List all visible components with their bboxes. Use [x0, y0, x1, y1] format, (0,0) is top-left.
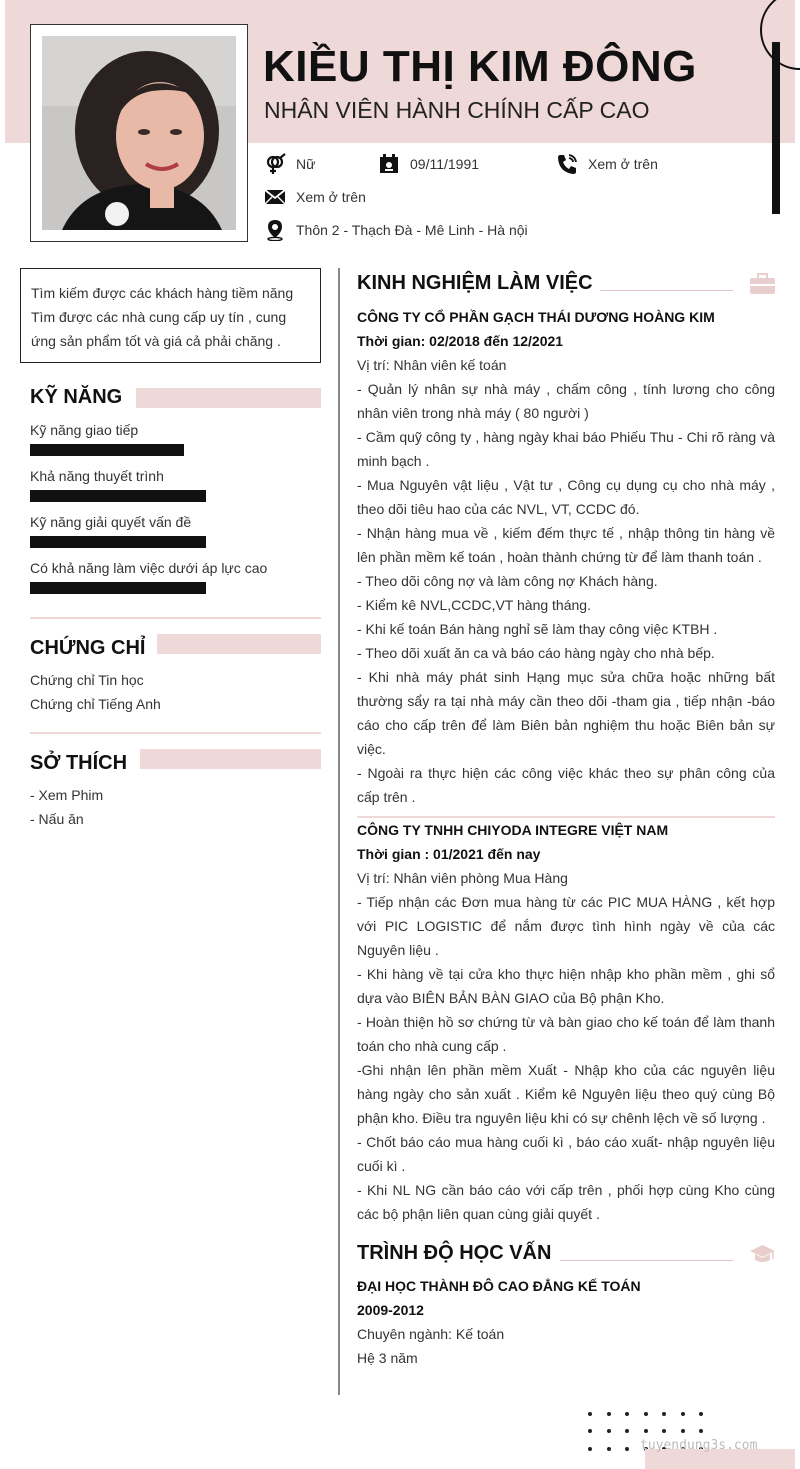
skill-level-bar [30, 490, 206, 502]
profile-photo [42, 36, 236, 230]
school-major: Chuyên ngành: Kế toán [357, 1326, 505, 1342]
email-icon [264, 186, 286, 208]
phone-icon [556, 153, 578, 175]
job-duty: - Nhận hàng mua về , kiếm đếm thực tế , nhập thông tin hàng về lên phần mềm kế toán , hoàn thành chứng từ để làm thanh toán . [357, 525, 775, 565]
job-duty: - Quản lý nhân sự nhà máy , chấm công , tính lương cho công nhân viên trong nhà máy ( 80 người ) [357, 381, 775, 421]
candidate-name: KIỀU THỊ KIM ĐÔNG [263, 42, 697, 91]
section-divider [30, 617, 321, 619]
briefcase-icon [749, 273, 776, 300]
school-years: 2009-2012 [357, 1302, 424, 1318]
watermark: tuyendung3s.com [640, 1438, 758, 1453]
job-duty: -Ghi nhận lên phần mềm Xuất - Nhập kho của các nguyên liệu hàng ngày cho sản xuất . Kiểm kê Nguyên liệu theo quý cùng Bộ phận kho. Điều tra nguyên liệu khi có sự chênh lệch về số lượng . [357, 1062, 775, 1126]
job-duty: - Chốt báo cáo mua hàng cuối kì , báo cáo xuất- nhập nguyên liệu cuối kì . [357, 1134, 775, 1174]
dob-info [378, 153, 479, 175]
email-info [264, 186, 366, 208]
hobby-item: - Xem Phim [30, 787, 104, 803]
job-duty: - Hoàn thiện hồ sơ chứng từ và bàn giao cho kế toán để làm thanh toán cho nhà cung cấp . [357, 1014, 775, 1054]
skill-label: Có khả năng làm việc dưới áp lực cao [30, 560, 268, 576]
location-icon [264, 219, 286, 241]
job-period: Thời gian: 02/2018 đến 12/2021 [357, 333, 564, 349]
certificate-item: Chứng chỉ Tiếng Anh [30, 696, 161, 712]
job-period: Thời gian : 01/2021 đến nay [357, 846, 541, 862]
phone-info [556, 153, 658, 175]
objective-line: Tìm kiếm được các khách hàng tiềm năng [31, 285, 294, 301]
address-info [264, 219, 528, 241]
certificate-item: Chứng chỉ Tin học [30, 672, 144, 688]
job-duty: - Kiểm kê NVL,CCDC,VT hàng tháng. [357, 597, 591, 613]
column-divider [338, 268, 340, 1395]
experience-heading: KINH NGHIỆM LÀM VIỆC [357, 272, 593, 294]
section-divider [30, 732, 321, 734]
skill-label: Khả năng thuyết trình [30, 468, 164, 484]
skill-level-bar [30, 536, 206, 548]
hobbies-heading-bar [140, 749, 321, 769]
address-value: Thôn 2 - Thạch Đà - Mê Linh - Hà nội [296, 222, 528, 238]
job-position: Vị trí: Nhân viên phòng Mua Hàng [357, 870, 568, 886]
job-entry [357, 818, 775, 1226]
job-duty: - Tiếp nhận các Đơn mua hàng từ các PIC MUA HÀNG , kết hợp với PIC LOGISTIC để nắm được tình hình ngày về của các Nguyên liệu . [357, 894, 775, 958]
job-duty: - Theo dõi xuất ăn ca và báo cáo hàng ngày cho nhà bếp. [357, 645, 715, 661]
skills-heading-bar [136, 388, 321, 408]
job-entry [357, 305, 775, 809]
calendar-icon [378, 153, 400, 175]
gender-info [264, 153, 315, 175]
phone-value: Xem ở trên [588, 156, 658, 172]
job-duty: - Khi kế toán Bán hàng nghỉ sẽ làm thay công việc KTBH . [357, 621, 718, 637]
job-duty: - Ngoài ra thực hiện các công việc khác theo sự phân công của cấp trên . [357, 765, 775, 805]
objective-line: Tìm được các nhà cung cấp uy tín , cung ứng sản phẩm tốt và giá cả phải chăng . [31, 309, 287, 349]
hobbies-heading: SỞ THÍCH [30, 752, 128, 774]
certificates-heading: CHỨNG CHỈ [30, 637, 146, 659]
job-duty: - Theo dõi công nợ và làm công nợ Khách hàng. [357, 573, 658, 589]
dob-value: 09/11/1991 [410, 156, 480, 172]
skill-level-bar [30, 444, 184, 456]
job-duty: - Khi hàng về tại cửa kho thực hiện nhập kho phần mềm , ghi sổ dựa vào BIÊN BẢN BÀN GIAO của Bộ phận Kho. [357, 966, 775, 1006]
skills-heading: KỸ NĂNG [30, 386, 123, 408]
job-company: CÔNG TY TNHH CHIYODA INTEGRE VIỆT NAM [357, 822, 669, 838]
job-position: Vị trí: Nhân viên kế toán [357, 357, 507, 373]
education-entry [357, 1274, 775, 1370]
graduation-cap-icon [749, 1243, 776, 1270]
job-duty: - Cầm quỹ công ty , hàng ngày khai báo Phiếu Thu - Chi rõ ràng và minh bạch . [357, 429, 775, 469]
career-objective [20, 268, 321, 363]
hobby-item: - Nấu ăn [30, 811, 84, 827]
skill-label: Kỹ năng giao tiếp [30, 422, 139, 438]
candidate-job-title: NHÂN VIÊN HÀNH CHÍNH CẤP CAO [264, 97, 650, 123]
gender-icon [264, 153, 286, 175]
job-company: CÔNG TY CỔ PHẦN GẠCH THÁI DƯƠNG HOÀNG KIM [357, 309, 715, 325]
job-duty: - Mua Nguyên vật liệu , Vật tư , Công cụ dụng cụ cho nhà máy , theo dõi tiêu hao của các NVL, VT, CCDC đó. [357, 477, 775, 517]
skill-level-bar [30, 582, 206, 594]
gender-value: Nữ [296, 156, 316, 172]
skill-label: Kỹ năng giải quyết vấn đề [30, 514, 192, 530]
education-heading: TRÌNH ĐỘ HỌC VẤN [357, 1242, 552, 1264]
job-duty: - Khi nhà máy phát sinh Hạng mục sửa chữa hoặc những bất thường sẩy ra tại nhà máy cần theo dõi -tham gia , tiếp nhận -báo cáo cho cấp trên để làm Biên bản nghiệm thu hoặc Biên bản sự việc. [357, 669, 775, 757]
education-heading-rule [560, 1260, 733, 1261]
email-value: Xem ở trên [296, 189, 366, 205]
certificates-heading-bar [157, 634, 321, 654]
experience-heading-rule [600, 290, 733, 291]
job-duty: - Khi NL NG cần báo cáo với cấp trên , phối hợp cùng Kho cùng các bộ phận liên quan cùng giải quyết . [357, 1182, 775, 1222]
school-name: ĐẠI HỌC THÀNH ĐÔ CAO ĐẲNG KẾ TOÁN [357, 1278, 641, 1294]
decorative-bar [772, 42, 780, 214]
school-duration: Hệ 3 năm [357, 1350, 418, 1366]
